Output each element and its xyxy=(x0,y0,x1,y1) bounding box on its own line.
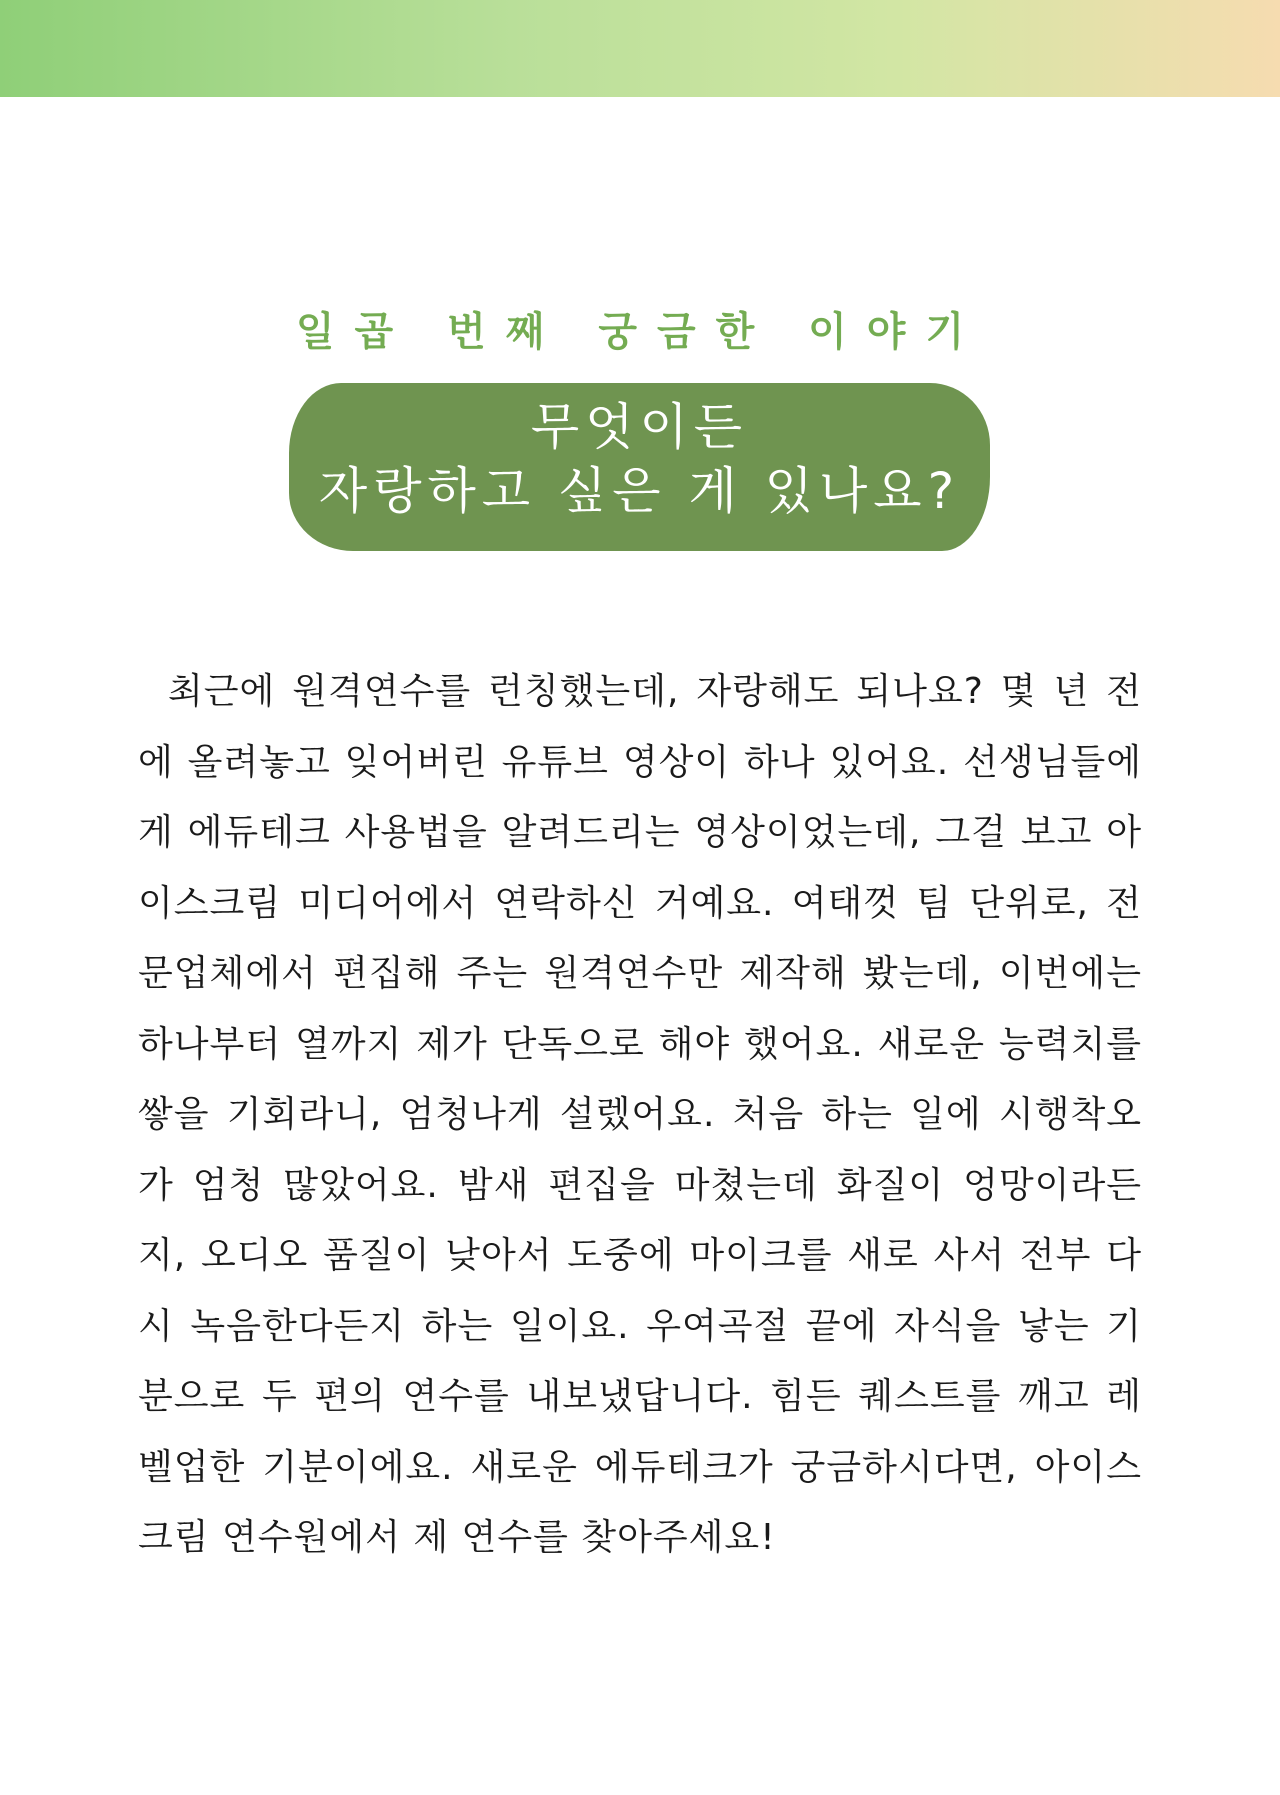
title-line-1: 무엇이든 xyxy=(530,398,749,456)
body-paragraph: 최근에 원격연수를 런칭했는데, 자랑해도 되나요? 몇 년 전에 올려놓고 잊어버린 유튜브 영상이 하나 있어요. 선생님들에게 에듀테크 사용법을 알려드리는 영상이었는데, 그걸 보고 아이스크림 미디어에서 연락하신 거예요. 여태껏 팀 단위로, 전문업체에서 편집해 주는 원격연수만 제작해 봤는데, 이번에는 하나부터 열까지 제가 단독으로 해야 했어요. 새로운 능력치를 쌓을 기회라니, 엄청나게 설렜어요. 처음 하는 일에 시행착오가 엄청 많았어요. 밤새 편집을 마쳤는데 화질이 엉망이라든지, 오디오 품질이 낮아서 도중에 마이크를 새로 사서 전부 다시 녹음한다든지 하는 일이요. 우여곡절 끝에 자식을 낳는 기분으로 두 편의 연수를 내보냈답니다. 힘든 퀘스트를 깨고 레벨업한 기분이에요. 새로운 에듀테크가 궁금하시다면, 아이스크림 연수원에서 제 연수를 찾아주세요! xyxy=(138,671,1142,1558)
chapter-kicker: 일곱 번째 궁금한 이야기 xyxy=(295,309,985,355)
title-line-2: 자랑하고 싶은 게 있나요? xyxy=(318,462,961,520)
top-gradient-band xyxy=(0,0,1280,97)
page-title xyxy=(289,383,990,551)
